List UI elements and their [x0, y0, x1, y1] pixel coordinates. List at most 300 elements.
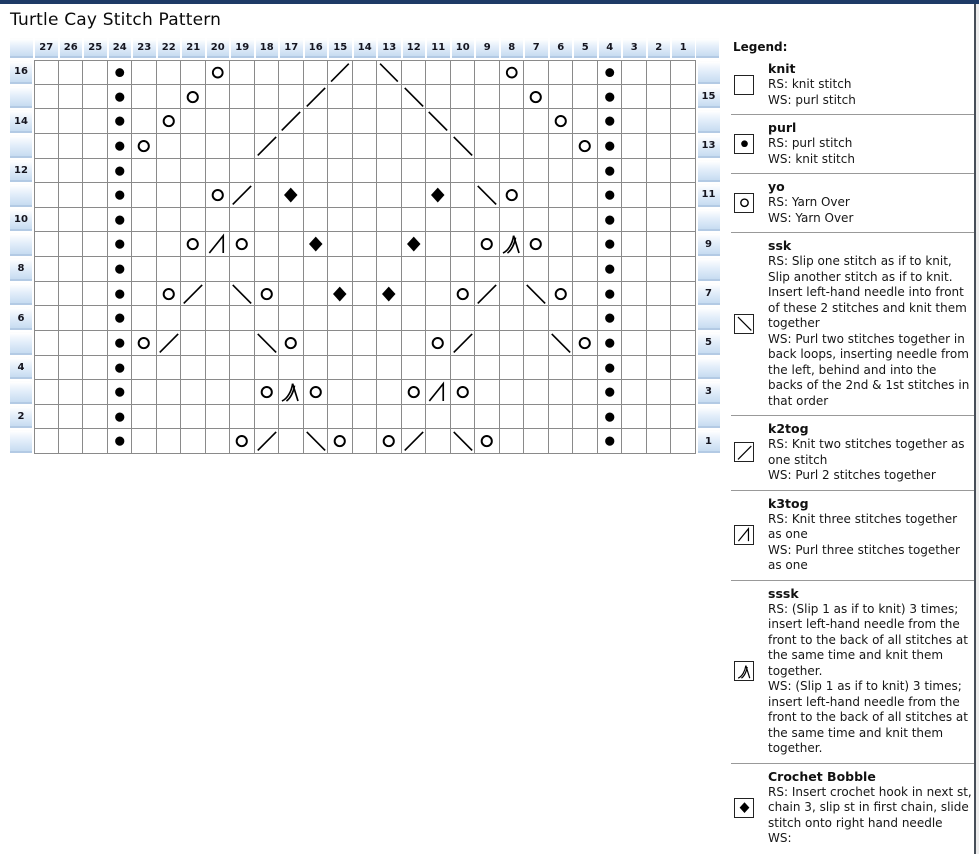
cell-r13-c1: [671, 134, 696, 159]
cell-r13-c19: [230, 134, 255, 159]
cell-r14-c15: [328, 109, 353, 134]
cell-r2-c12: [402, 405, 427, 430]
cell-r12-c2: [647, 159, 672, 184]
cell-r9-c8: [500, 232, 525, 257]
cell-r3-c24: [108, 380, 133, 405]
cell-r7-c13: [377, 282, 402, 307]
cell-r3-c13: [377, 380, 402, 405]
cell-r4-c3: [622, 356, 647, 381]
column-header-14: 14: [354, 38, 377, 58]
cell-r1-c22: [157, 429, 182, 454]
cell-r16-c18: [255, 60, 280, 85]
ssk-icon: [426, 109, 450, 133]
cell-r9-c16: [304, 232, 329, 257]
legend-entry-k2tog: [731, 416, 974, 491]
cell-r5-c15: [328, 331, 353, 356]
cell-r11-c6: [549, 183, 574, 208]
cell-r12-c19: [230, 159, 255, 184]
cell-r14-c13: [377, 109, 402, 134]
cell-r10-c8: [500, 208, 525, 233]
legend-entry-rs: RS: (Slip 1 as if to knit) 3 times; insert left-hand needle from the front to the back of all stitches at the same time and knit them together.: [768, 601, 968, 678]
ssk-icon: [524, 282, 548, 306]
cell-r12-c16: [304, 159, 329, 184]
purl-icon: [108, 429, 132, 453]
cell-r14-c22: [157, 109, 182, 134]
cell-r8-c14: [353, 257, 378, 282]
cell-r4-c22: [157, 356, 182, 381]
cell-r13-c12: [402, 134, 427, 159]
cell-r10-c21: [181, 208, 206, 233]
cell-r10-c14: [353, 208, 378, 233]
yo-icon: [206, 61, 230, 84]
cell-r7-c9: [475, 282, 500, 307]
legend-symbol-column: [731, 661, 768, 681]
cell-r3-c8: [500, 380, 525, 405]
cell-r10-c5: [573, 208, 598, 233]
cell-r15-c1: [671, 85, 696, 110]
cell-r10-c7: [524, 208, 549, 233]
cell-r5-c4: [598, 331, 623, 356]
column-header-23: 23: [133, 38, 156, 58]
purl-icon: [598, 232, 622, 256]
cell-r11-c19: [230, 183, 255, 208]
cell-r12-c21: [181, 159, 206, 184]
cell-r6-c15: [328, 306, 353, 331]
k2tog-icon: [230, 183, 254, 207]
cell-r12-c6: [549, 159, 574, 184]
cell-r2-c3: [622, 405, 647, 430]
cell-r1-c1: [671, 429, 696, 454]
cell-r11-c10: [451, 183, 476, 208]
cell-r11-c27: [34, 183, 59, 208]
cell-r11-c18: [255, 183, 280, 208]
cell-r3-c20: [206, 380, 231, 405]
cell-r4-c23: [132, 356, 157, 381]
legend-entry-text: [768, 120, 974, 167]
row-label-left-13: [10, 135, 32, 158]
legend-entry-text: [768, 769, 974, 847]
k2tog-icon: [157, 331, 181, 355]
page-title: Turtle Cay Stitch Pattern: [10, 10, 222, 30]
cell-r10-c27: [34, 208, 59, 233]
row-label-left-10: 10: [10, 209, 32, 232]
row-label-right-9: 9: [698, 233, 720, 256]
cell-r10-c22: [157, 208, 182, 233]
cell-r11-c22: [157, 183, 182, 208]
cell-r13-c24: [108, 134, 133, 159]
cell-r10-c10: [451, 208, 476, 233]
cell-r13-c18: [255, 134, 280, 159]
cell-r5-c21: [181, 331, 206, 356]
cell-r13-c25: [83, 134, 108, 159]
column-header-2: 2: [648, 38, 671, 58]
cell-r13-c10: [451, 134, 476, 159]
cell-r11-c23: [132, 183, 157, 208]
cell-r11-c5: [573, 183, 598, 208]
cell-r2-c27: [34, 405, 59, 430]
cell-r11-c3: [622, 183, 647, 208]
cell-r14-c9: [475, 109, 500, 134]
yo-icon: [475, 429, 499, 453]
cell-r6-c16: [304, 306, 329, 331]
cell-r5-c18: [255, 331, 280, 356]
cell-r6-c27: [34, 306, 59, 331]
cell-r1-c8: [500, 429, 525, 454]
cell-r12-c17: [279, 159, 304, 184]
cell-r1-c18: [255, 429, 280, 454]
row-label-right-15: 15: [698, 86, 720, 109]
column-header-27: 27: [35, 38, 58, 58]
cell-r9-c3: [622, 232, 647, 257]
legend-symbol-column: [731, 75, 768, 95]
cell-r8-c20: [206, 257, 231, 282]
cell-r3-c11: [426, 380, 451, 405]
legend-symbol-column: [731, 134, 768, 154]
legend-entry-name: ssk: [768, 238, 792, 253]
yo-icon: [524, 85, 548, 109]
cell-r11-c13: [377, 183, 402, 208]
yo-icon: [549, 282, 573, 306]
cell-r9-c10: [451, 232, 476, 257]
cell-r5-c12: [402, 331, 427, 356]
row-label-right-12: [698, 160, 720, 183]
cell-r10-c25: [83, 208, 108, 233]
sssk-icon: [500, 232, 524, 256]
ssk-icon: [549, 331, 573, 355]
cell-r15-c9: [475, 85, 500, 110]
cell-r4-c26: [59, 356, 84, 381]
legend-entry-name: Crochet Bobble: [768, 768, 876, 784]
purl-icon: [108, 61, 132, 84]
row-label-right-2: [698, 406, 720, 429]
cell-r16-c20: [206, 60, 231, 85]
cell-r4-c19: [230, 356, 255, 381]
cell-r11-c14: [353, 183, 378, 208]
cell-r9-c11: [426, 232, 451, 257]
cell-r16-c19: [230, 60, 255, 85]
cell-r13-c7: [524, 134, 549, 159]
legend-entry-ws: WS: knit stitch: [768, 151, 855, 166]
legend-entry-ws: WS: Purl three stitches together as one: [768, 542, 960, 572]
cell-r6-c6: [549, 306, 574, 331]
cell-r15-c22: [157, 85, 182, 110]
cell-r2-c17: [279, 405, 304, 430]
sssk-icon: [279, 380, 303, 404]
cell-r16-c15: [328, 60, 353, 85]
cell-r6-c8: [500, 306, 525, 331]
cell-r9-c7: [524, 232, 549, 257]
cell-r13-c27: [34, 134, 59, 159]
cell-r5-c27: [34, 331, 59, 356]
cell-r14-c1: [671, 109, 696, 134]
row-label-left-6: 6: [10, 307, 32, 330]
cell-r16-c2: [647, 60, 672, 85]
cell-r1-c27: [34, 429, 59, 454]
cell-r5-c10: [451, 331, 476, 356]
cell-r2-c14: [353, 405, 378, 430]
cell-r13-c4: [598, 134, 623, 159]
bobble-icon: [304, 232, 328, 256]
cell-r7-c12: [402, 282, 427, 307]
cell-r8-c10: [451, 257, 476, 282]
cell-r14-c27: [34, 109, 59, 134]
cell-r2-c21: [181, 405, 206, 430]
legend-entry-text: [768, 238, 974, 409]
k2tog-icon: [304, 85, 328, 109]
purl-icon: [108, 380, 132, 404]
cell-r8-c21: [181, 257, 206, 282]
cell-r10-c11: [426, 208, 451, 233]
cell-r11-c25: [83, 183, 108, 208]
cell-r16-c7: [524, 60, 549, 85]
purl-icon: [598, 61, 622, 84]
k3tog-icon: [426, 380, 450, 404]
yo-icon: [132, 331, 156, 355]
column-header-16: 16: [305, 38, 328, 58]
cell-r12-c12: [402, 159, 427, 184]
cell-r2-c18: [255, 405, 280, 430]
cell-r8-c26: [59, 257, 84, 282]
cell-r10-c4: [598, 208, 623, 233]
legend-entry-ws: WS: Purl 2 stitches together: [768, 468, 936, 482]
cell-r14-c7: [524, 109, 549, 134]
cell-r6-c2: [647, 306, 672, 331]
legend-symbol-column: [731, 442, 768, 462]
cell-r6-c26: [59, 306, 84, 331]
purl-icon: [598, 405, 622, 429]
cell-r9-c2: [647, 232, 672, 257]
purl-icon: [598, 356, 622, 380]
cell-r15-c16: [304, 85, 329, 110]
cell-r5-c19: [230, 331, 255, 356]
cell-r9-c26: [59, 232, 84, 257]
yo-icon: [230, 429, 254, 453]
column-header-7: 7: [525, 38, 548, 58]
cell-r5-c5: [573, 331, 598, 356]
cell-r4-c11: [426, 356, 451, 381]
cell-r9-c23: [132, 232, 157, 257]
row-label-right-13: 13: [698, 135, 720, 158]
cell-r9-c22: [157, 232, 182, 257]
cell-r8-c19: [230, 257, 255, 282]
cell-r10-c18: [255, 208, 280, 233]
window-right-border: [974, 0, 976, 854]
cell-r12-c7: [524, 159, 549, 184]
cell-r1-c19: [230, 429, 255, 454]
cell-r3-c5: [573, 380, 598, 405]
cell-r10-c24: [108, 208, 133, 233]
stitch-chart: [10, 38, 720, 454]
purl-icon: [598, 208, 622, 232]
purl-icon: [108, 282, 132, 306]
cell-r7-c24: [108, 282, 133, 307]
yo-icon: [157, 282, 181, 306]
cell-r8-c27: [34, 257, 59, 282]
row-label-left-12: 12: [10, 160, 32, 183]
cell-r16-c16: [304, 60, 329, 85]
purl-icon: [598, 429, 622, 453]
cell-r8-c22: [157, 257, 182, 282]
cell-r11-c4: [598, 183, 623, 208]
cell-r7-c14: [353, 282, 378, 307]
column-header-18: 18: [256, 38, 279, 58]
k2tog-icon: [255, 134, 279, 158]
cell-r3-c1: [671, 380, 696, 405]
cell-r4-c20: [206, 356, 231, 381]
cell-r3-c22: [157, 380, 182, 405]
legend-entry-rs: RS: Insert crochet hook in next st, chain 3, slip st in first chain, slide stitch onto right hand needle: [768, 784, 972, 830]
cell-r8-c13: [377, 257, 402, 282]
cell-r7-c1: [671, 282, 696, 307]
purl-icon: [108, 257, 132, 281]
cell-r16-c17: [279, 60, 304, 85]
cell-r15-c19: [230, 85, 255, 110]
cell-r2-c24: [108, 405, 133, 430]
purl-legend-icon: [734, 134, 754, 154]
cell-r14-c3: [622, 109, 647, 134]
cell-r10-c15: [328, 208, 353, 233]
cell-r7-c27: [34, 282, 59, 307]
cell-r6-c7: [524, 306, 549, 331]
cell-r6-c18: [255, 306, 280, 331]
cell-r8-c5: [573, 257, 598, 282]
cell-r1-c3: [622, 429, 647, 454]
purl-icon: [598, 282, 622, 306]
cell-r14-c10: [451, 109, 476, 134]
cell-r15-c12: [402, 85, 427, 110]
ssk-icon: [377, 61, 401, 84]
cell-r14-c23: [132, 109, 157, 134]
cell-r3-c26: [59, 380, 84, 405]
cell-r15-c21: [181, 85, 206, 110]
cell-r15-c15: [328, 85, 353, 110]
cell-r8-c1: [671, 257, 696, 282]
cell-r14-c2: [647, 109, 672, 134]
cell-r6-c19: [230, 306, 255, 331]
cell-r4-c21: [181, 356, 206, 381]
cell-r9-c13: [377, 232, 402, 257]
cell-r12-c8: [500, 159, 525, 184]
cell-r9-c12: [402, 232, 427, 257]
legend-entry-sssk: [731, 581, 974, 764]
row-label-left-1: [10, 430, 32, 453]
cell-r4-c4: [598, 356, 623, 381]
legend-entry-rs: RS: Yarn Over: [768, 195, 850, 209]
cell-r6-c24: [108, 306, 133, 331]
purl-icon: [108, 183, 132, 207]
cell-r13-c11: [426, 134, 451, 159]
cell-r4-c17: [279, 356, 304, 381]
cell-r4-c2: [647, 356, 672, 381]
cell-r8-c8: [500, 257, 525, 282]
cell-r11-c17: [279, 183, 304, 208]
cell-r1-c11: [426, 429, 451, 454]
cell-r9-c27: [34, 232, 59, 257]
knit-legend-icon: [734, 75, 754, 95]
cell-r5-c11: [426, 331, 451, 356]
legend-symbol-column: [731, 525, 768, 545]
cell-r13-c2: [647, 134, 672, 159]
k2tog-icon: [181, 282, 205, 306]
cell-r3-c9: [475, 380, 500, 405]
purl-icon: [598, 380, 622, 404]
cell-r14-c11: [426, 109, 451, 134]
cell-r3-c18: [255, 380, 280, 405]
cell-r14-c6: [549, 109, 574, 134]
purl-icon: [598, 183, 622, 207]
column-header-22: 22: [158, 38, 181, 58]
cell-r6-c22: [157, 306, 182, 331]
bobble-legend-icon: [734, 798, 754, 818]
cell-r8-c11: [426, 257, 451, 282]
row-label-right-7: 7: [698, 283, 720, 306]
cell-r6-c25: [83, 306, 108, 331]
cell-r2-c19: [230, 405, 255, 430]
cell-r7-c23: [132, 282, 157, 307]
cell-r15-c20: [206, 85, 231, 110]
cell-r4-c27: [34, 356, 59, 381]
cell-r9-c18: [255, 232, 280, 257]
cell-r16-c8: [500, 60, 525, 85]
cell-r5-c24: [108, 331, 133, 356]
k3tog-icon: [206, 232, 230, 256]
cell-r4-c7: [524, 356, 549, 381]
cell-r16-c10: [451, 60, 476, 85]
cell-r14-c14: [353, 109, 378, 134]
column-header-11: 11: [427, 38, 450, 58]
cell-r16-c11: [426, 60, 451, 85]
yo-icon: [475, 232, 499, 256]
yo-icon: [157, 109, 181, 133]
cell-r15-c2: [647, 85, 672, 110]
cell-r6-c11: [426, 306, 451, 331]
column-header-24: 24: [109, 38, 132, 58]
cell-r10-c20: [206, 208, 231, 233]
cell-r10-c3: [622, 208, 647, 233]
cell-r14-c4: [598, 109, 623, 134]
cell-r4-c14: [353, 356, 378, 381]
cell-r7-c4: [598, 282, 623, 307]
cell-r3-c4: [598, 380, 623, 405]
purl-icon: [108, 109, 132, 133]
cell-r15-c11: [426, 85, 451, 110]
column-header-4: 4: [599, 38, 622, 58]
cell-r11-c9: [475, 183, 500, 208]
cell-r15-c25: [83, 85, 108, 110]
cell-r12-c10: [451, 159, 476, 184]
purl-icon: [598, 331, 622, 355]
yo-icon: [500, 61, 524, 84]
cell-r13-c8: [500, 134, 525, 159]
cell-r3-c10: [451, 380, 476, 405]
column-header-20: 20: [207, 38, 230, 58]
cell-r15-c3: [622, 85, 647, 110]
cell-r8-c16: [304, 257, 329, 282]
legend-entry-yo: [731, 174, 974, 233]
cell-r2-c22: [157, 405, 182, 430]
cell-r2-c10: [451, 405, 476, 430]
yo-icon: [451, 282, 475, 306]
legend-entry-name: yo: [768, 179, 785, 194]
cell-r1-c24: [108, 429, 133, 454]
legend-entry-ws: WS: Yarn Over: [768, 210, 854, 225]
cell-r16-c24: [108, 60, 133, 85]
cell-r9-c21: [181, 232, 206, 257]
ssk-legend-icon: [734, 314, 754, 334]
cell-r7-c26: [59, 282, 84, 307]
cell-r16-c9: [475, 60, 500, 85]
cell-r9-c20: [206, 232, 231, 257]
